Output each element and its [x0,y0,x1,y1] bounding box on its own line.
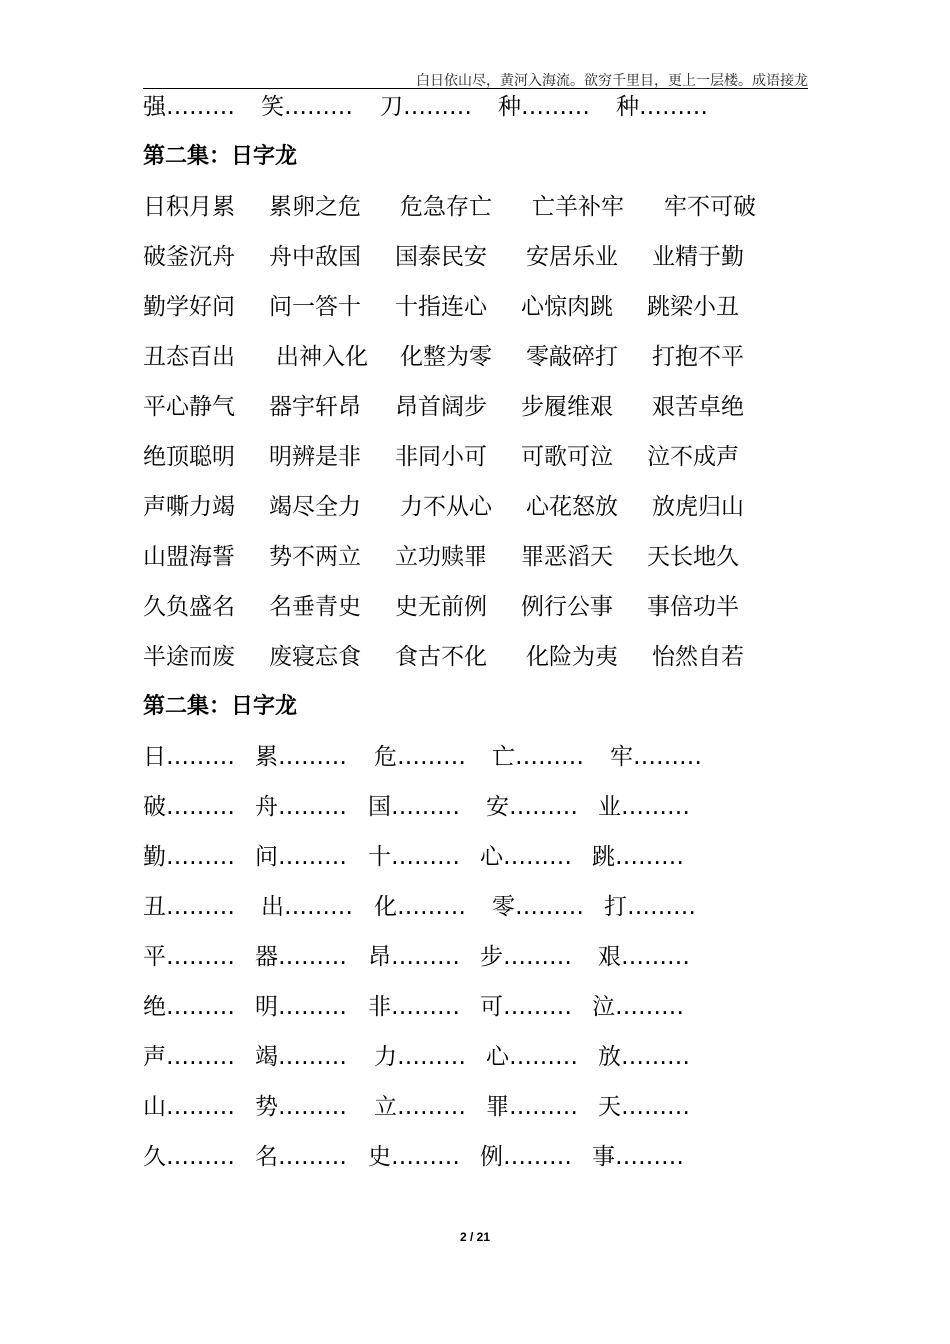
idiom: 艰苦卓绝 [652,394,744,420]
idiom: 跳梁小丑 [647,294,739,320]
prompt-cell: 勤……… [143,844,235,870]
prompt-cell: 非……… [368,994,460,1020]
prompt-cell: 久……… [143,1144,235,1170]
prompt-cell: 舟……… [255,794,347,820]
idiom: 舟中敌国 [269,244,361,270]
idiom: 昂首阔步 [395,394,487,420]
prompt-cell: 器……… [255,944,347,970]
prompt-cell: 势……… [255,1094,347,1120]
idiom: 泣不成声 [647,444,739,470]
idiom-row [143,340,823,390]
idiom-row [143,440,823,490]
prompt-cell: 危……… [374,744,466,770]
idiom: 非同小可 [395,444,487,470]
idiom-row [143,490,823,540]
idiom: 势不两立 [269,544,361,570]
idiom: 牢不可破 [664,194,756,220]
prompt-cell: 日……… [143,744,235,770]
prompt-row [143,1090,823,1140]
idiom: 心惊肉跳 [521,294,613,320]
idiom: 平心静气 [143,394,235,420]
prompt-row [143,1140,823,1190]
prompt-cell: 艰……… [598,944,690,970]
idiom-row [143,640,823,690]
total-pages: 21 [476,1230,491,1244]
prompt-cell: 山……… [143,1094,235,1120]
prompt-cell: 累……… [255,744,347,770]
idiom: 危急存亡 [400,194,492,220]
idiom: 打抱不平 [652,344,744,370]
prompt-cell: 明……… [255,994,347,1020]
prompt-cell: 立……… [374,1094,466,1120]
current-page: 2 [459,1230,467,1244]
prompt-cell: 心……… [486,1044,578,1070]
top-row [143,90,823,140]
idiom-row [143,190,823,240]
idiom-row [143,240,823,290]
idiom-row [143,290,823,340]
prompt-cell: 强……… [143,94,235,120]
prompt-cell: 业……… [598,794,690,820]
idiom: 放虎归山 [652,494,744,520]
idiom: 安居乐业 [526,244,618,270]
prompt-cell: 笑……… [261,94,353,120]
page-number [0,1230,950,1244]
prompt-cell: 丑……… [143,894,235,920]
idiom: 国泰民安 [395,244,487,270]
idiom: 步履维艰 [521,394,613,420]
section-heading: 第二集：日字龙 [143,694,298,719]
idiom: 破釜沉舟 [143,244,235,270]
prompt-cell: 十……… [368,844,460,870]
idiom: 例行公事 [521,594,613,620]
prompt-cell: 史……… [368,1144,460,1170]
prompt-cell: 化……… [374,894,466,920]
idiom: 绝顶聪明 [143,444,235,470]
prompt-row [143,890,823,940]
prompt-cell: 声……… [143,1044,235,1070]
idiom: 力不从心 [400,494,492,520]
prompt-cell: 可……… [480,994,572,1020]
prompt-cell: 安……… [486,794,578,820]
prompt-cell: 昂……… [368,944,460,970]
idiom: 史无前例 [395,594,487,620]
idiom: 声嘶力竭 [143,494,235,520]
idiom-row [143,590,823,640]
prompt-row [143,790,823,840]
idiom: 半途而废 [143,644,235,670]
idiom: 心花怒放 [526,494,618,520]
idiom: 明辨是非 [269,444,361,470]
idiom: 业精于勤 [652,244,744,270]
prompt-row [143,740,823,790]
prompt-cell: 名……… [255,1144,347,1170]
idiom: 怡然自若 [652,644,744,670]
prompt-cell: 天……… [598,1094,690,1120]
idiom: 久负盛名 [143,594,235,620]
idiom: 化整为零 [400,344,492,370]
idiom: 天长地久 [647,544,739,570]
page-separator: / [469,1230,474,1244]
prompt-cell: 例……… [480,1144,572,1170]
prompt-cell: 事……… [592,1144,684,1170]
prompt-cell: 出……… [261,894,353,920]
prompt-cell: 打……… [604,894,696,920]
prompt-cell: 力……… [374,1044,466,1070]
idiom: 日积月累 [143,194,235,220]
idiom: 名垂青史 [269,594,361,620]
prompt-row [143,1040,823,1090]
prompt-row [143,840,823,890]
prompt-cell: 放……… [598,1044,690,1070]
idiom: 食古不化 [395,644,487,670]
prompt-cell: 罪……… [486,1094,578,1120]
idiom: 出神入化 [276,344,368,370]
prompt-cell: 零……… [492,894,584,920]
prompt-cell: 问……… [255,844,347,870]
prompt-cell: 步……… [480,944,572,970]
idiom: 废寝忘食 [269,644,361,670]
prompt-cell: 种……… [616,94,708,120]
idiom: 亡羊补牢 [532,194,624,220]
idiom: 山盟海誓 [143,544,235,570]
idiom: 丑态百出 [143,344,235,370]
prompt-cell: 心……… [480,844,572,870]
idiom: 罪恶滔天 [521,544,613,570]
idiom: 零敲碎打 [526,344,618,370]
prompt-cell: 种……… [498,94,590,120]
idiom: 立功赎罪 [395,544,487,570]
prompt-cell: 泣……… [592,994,684,1020]
header-text: 白日依山尽，黄河入海流。欲穷千里目，更上一层楼。成语接龙 [416,73,808,89]
idiom: 化险为夷 [526,644,618,670]
idiom: 事倍功半 [647,594,739,620]
idiom: 勤学好问 [143,294,235,320]
prompt-cell: 刀……… [380,94,472,120]
prompt-cell: 国……… [368,794,460,820]
idiom: 可歌可泣 [521,444,613,470]
section-heading: 第二集：日字龙 [143,144,298,169]
prompt-cell: 亡……… [492,744,584,770]
prompt-cell: 跳……… [592,844,684,870]
idiom: 问一答十 [269,294,361,320]
prompt-cell: 平……… [143,944,235,970]
prompt-cell: 绝……… [143,994,235,1020]
prompt-cell: 牢……… [610,744,702,770]
prompt-row [143,940,823,990]
prompt-cell: 破……… [143,794,235,820]
idiom: 竭尽全力 [269,494,361,520]
prompt-row [143,990,823,1040]
page-header [143,68,808,89]
document-body [143,90,823,1190]
idiom: 十指连心 [395,294,487,320]
idiom-row [143,540,823,590]
idiom-row [143,390,823,440]
idiom: 器宇轩昂 [269,394,361,420]
idiom: 累卵之危 [269,194,361,220]
prompt-cell: 竭……… [255,1044,347,1070]
